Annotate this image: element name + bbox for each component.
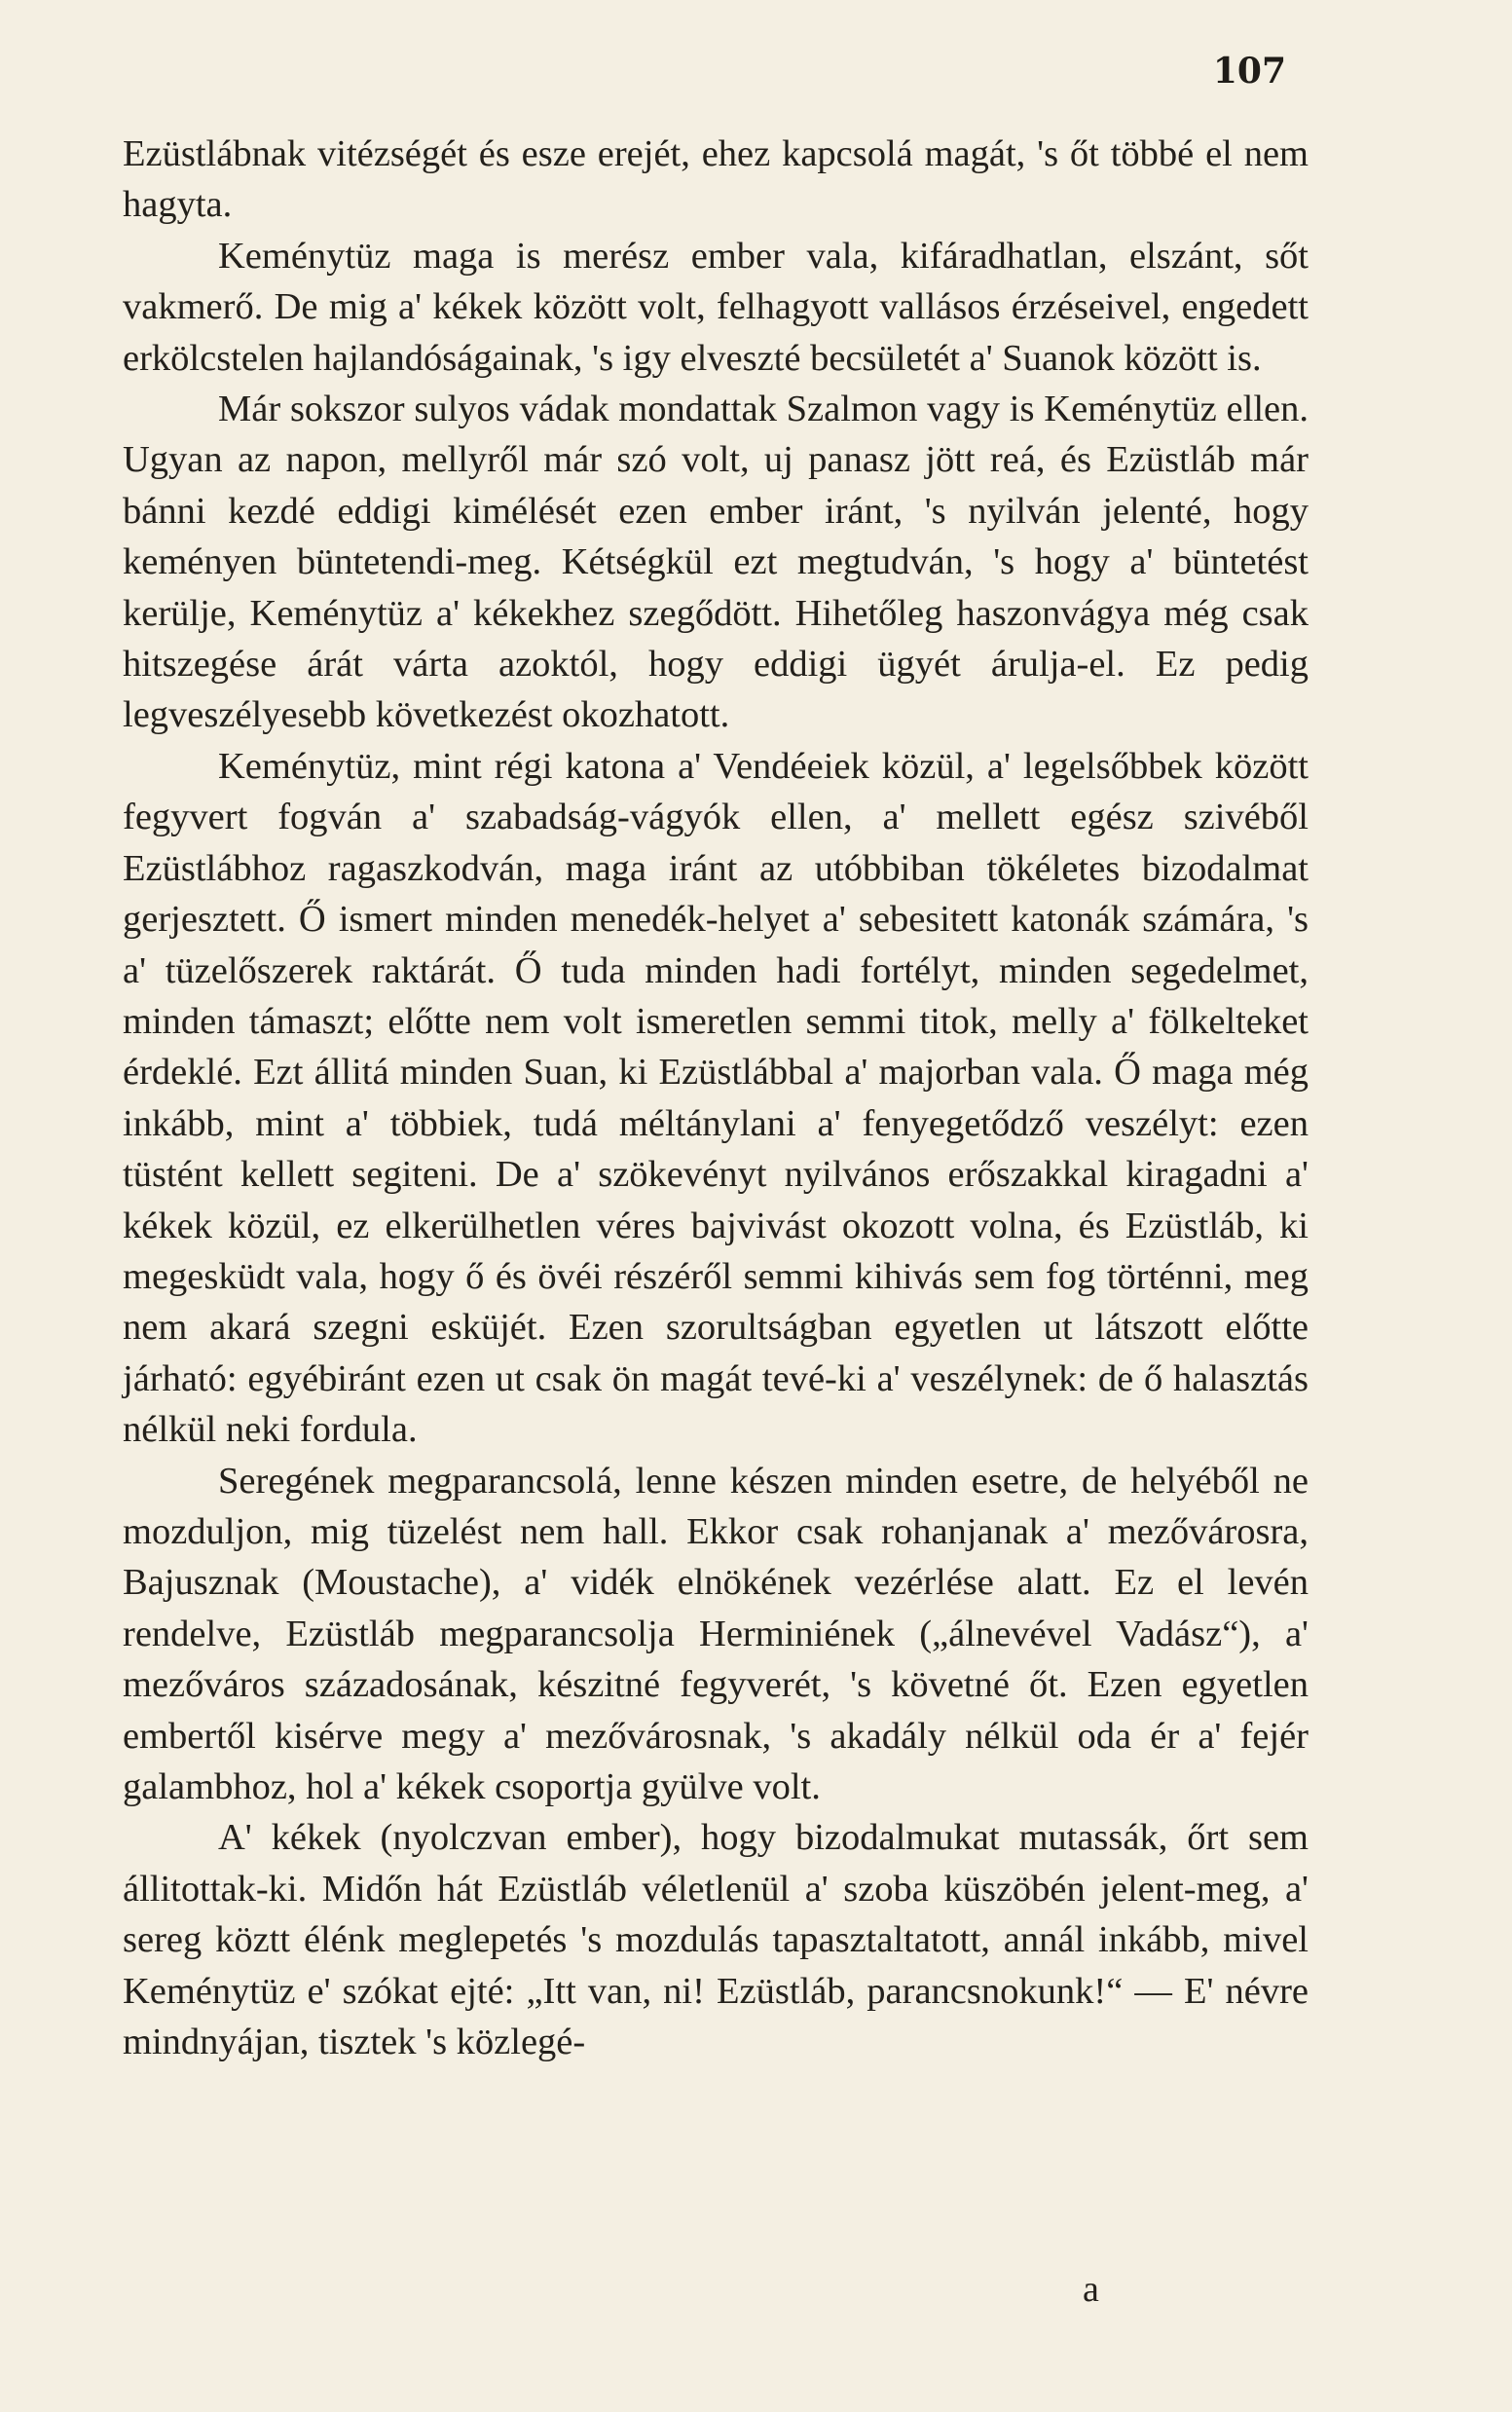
page-number: 107 — [1212, 51, 1286, 92]
paragraph: Keménytüz maga is merész ember vala, kifáradhatlan, elszánt, sőt vakmerő. De mig a' kékek között volt, felhagyott vallásos érzéseivel, engedett erkölcstelen hajlandóságainak, 's igy elveszté becsületét a' Suanok között is. — [123, 235, 1309, 379]
paragraph: Ezüstlábnak vitézségét és esze erejét, ehez kapcsolá magát, 's őt többé el nem hagyta. — [123, 133, 1309, 226]
body-text — [123, 129, 1309, 2067]
paragraph: Seregének megparancsolá, lenne készen minden esetre, de helyéből ne mozduljon, mig tüzelést nem hall. Ekkor csak rohanjanak a' mezővárosra, Bajusznak (Moustache), a' vidék elnökének vezérlése alatt. Ez el levén rendelve, Ezüstláb megparancsolja Herminiének („álnevével Vadász“), a' mezőváros századosának, készitné fegyverét, 's követné őt. Ezen egyetlen embertől kisérve megy a' mezővárosnak, 's akadály nélkül oda ér a' fejér galambhoz, hol a' kékek csoportja gyülve volt. — [123, 1460, 1309, 1807]
paragraph: Már sokszor sulyos vádak mondattak Szalmon vagy is Keménytüz ellen. Ugyan az napon, mellyről már szó volt, uj panasz jött reá, és Ezüstláb már bánni kezdé eddigi kimélését ezen ember iránt, 's nyilván jelenté, hogy keményen büntetendi-meg. Kétségkül ezt megtudván, 's hogy a' büntetést kerülje, Keménytüz a' kékekhez szegődött. Hihetőleg haszonvágya még csak hitszegése árát várta azoktól, hogy eddigi ügyét árulja-el. Ez pedig legveszélyesebb következést okozhatott. — [123, 389, 1309, 736]
catchword: a — [1083, 2269, 1099, 2310]
paragraph: Keménytüz, mint régi katona a' Vendéeiek közül, a' legelsőbbek között fegyvert fogván a' szabadság-vágyók ellen, a' mellett egész szivéből Ezüstlábhoz ragaszkodván, maga iránt az utóbbiban tökéletes bizodalmat gerjesztett. Ő ismert minden menedék-helyet a' sebesitett katonák számára, 's a' tüzelőszerek raktárát. Ő tuda minden hadi fortélyt, minden segedelmet, minden támaszt; előtte nem volt ismeretlen semmi titok, melly a' fölkelteket érdeklé. Ezt állitá minden Suan, ki Ezüstlábbal a' majorban vala. Ő maga még inkább, mint a' többiek, tudá méltánylani a' fenyegetődző veszélyt: ezen tüstént kellett segiteni. De a' szökevényt nyilvános erőszakkal kiragadni a' kékek közül, ez elkerülhetlen véres bajvivást okozott volna, és Ezüstláb, ki megesküdt vala, hogy ő és övéi részéről semmi kihivás sem fog történni, meg nem akará szegni esküjét. Ezen szorultságban egyetlen ut látszott előtte járható: egyébiránt ezen ut csak ön magát tevé-ki a' veszélynek: de ő halasztás nélkül neki fordula. — [123, 745, 1309, 1451]
paragraph: A' kékek (nyolczvan ember), hogy bizodalmukat mutassák, őrt sem állitottak-ki. Midőn hát Ezüstláb véletlenül a' szoba küszöbén jelent-meg, a' sereg köztt élénk meglepetés 's mozdulás tapasztaltatott, annál inkább, mivel Keménytüz e' szókat ejté: „Itt van, ni! Ezüstláb, parancsnokunk!“ — E' névre mindnyájan, tisztek 's közlegé- — [123, 1817, 1309, 2063]
